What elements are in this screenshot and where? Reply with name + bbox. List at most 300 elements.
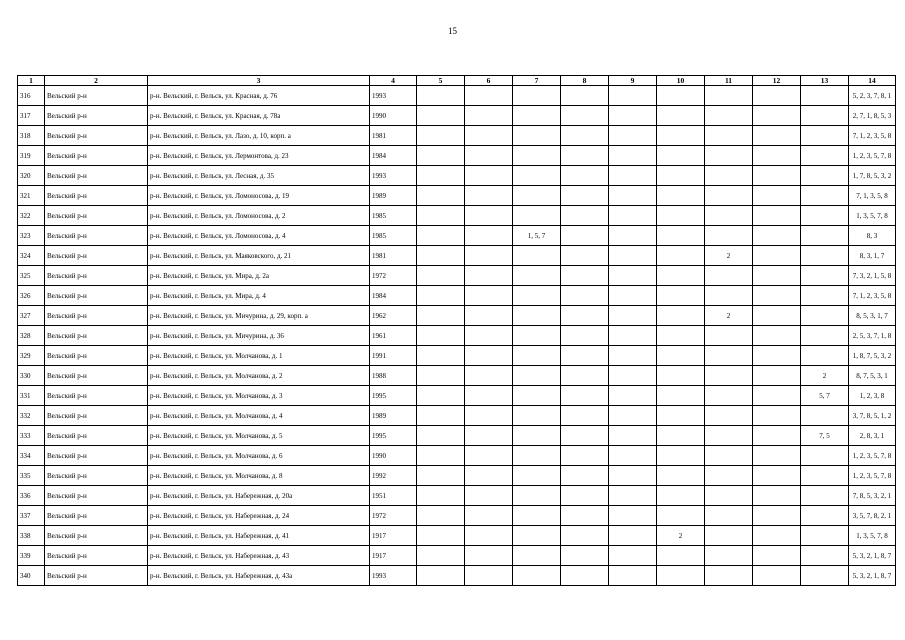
column-6-cell	[465, 426, 513, 446]
district-cell: Вельский р-н	[45, 466, 148, 486]
column-10-cell	[657, 446, 705, 466]
column-10-cell	[657, 326, 705, 346]
column-5-cell	[417, 86, 465, 106]
table-row	[18, 106, 896, 126]
column-5-cell	[417, 386, 465, 406]
year-cell: 1989	[370, 406, 417, 426]
table-row	[18, 206, 896, 226]
column-11-cell	[705, 206, 753, 226]
district-cell: Вельский р-н	[45, 146, 148, 166]
column-9-cell	[609, 226, 657, 246]
column-9-cell	[609, 426, 657, 446]
column-8-cell	[561, 546, 609, 566]
year-cell: 1990	[370, 106, 417, 126]
column-12-cell	[753, 106, 801, 126]
column-14-cell: 8, 5, 3, 1, 7	[849, 306, 896, 326]
column-14-cell: 3, 5, 7, 8, 2, 1	[849, 506, 896, 526]
page-number: 15	[448, 26, 457, 36]
year-cell: 1991	[370, 346, 417, 366]
column-6-cell	[465, 486, 513, 506]
column-13-cell	[801, 286, 849, 306]
column-header-1: 1	[18, 76, 45, 86]
column-10-cell	[657, 226, 705, 246]
column-9-cell	[609, 466, 657, 486]
column-13-cell	[801, 306, 849, 326]
column-5-cell	[417, 106, 465, 126]
column-8-cell	[561, 526, 609, 546]
column-6-cell	[465, 206, 513, 226]
district-cell: Вельский р-н	[45, 266, 148, 286]
year-cell: 1972	[370, 266, 417, 286]
year-cell: 1984	[370, 146, 417, 166]
column-6-cell	[465, 546, 513, 566]
column-10-cell	[657, 126, 705, 146]
table-row	[18, 426, 896, 446]
column-header-2: 2	[45, 76, 148, 86]
column-8-cell	[561, 86, 609, 106]
column-12-cell	[753, 486, 801, 506]
column-12-cell	[753, 86, 801, 106]
column-10-cell	[657, 546, 705, 566]
table-row	[18, 366, 896, 386]
column-8-cell	[561, 326, 609, 346]
column-6-cell	[465, 446, 513, 466]
column-12-cell	[753, 566, 801, 586]
year-cell: 1990	[370, 446, 417, 466]
table-row	[18, 446, 896, 466]
column-11-cell	[705, 326, 753, 346]
column-8-cell	[561, 406, 609, 426]
address-cell: р-н. Вельский, г. Вельск, ул. Мичурина, д. 29, корп. а	[148, 306, 370, 326]
column-5-cell	[417, 146, 465, 166]
column-header-5: 5	[417, 76, 465, 86]
address-cell: р-н. Вельский, г. Вельск, ул. Молчанова, д. 2	[148, 366, 370, 386]
column-13-cell	[801, 146, 849, 166]
row-number: 332	[18, 406, 45, 426]
column-6-cell	[465, 226, 513, 246]
column-5-cell	[417, 206, 465, 226]
column-11-cell	[705, 406, 753, 426]
table-row	[18, 226, 896, 246]
column-14-cell: 5, 2, 3, 7, 8, 1	[849, 86, 896, 106]
district-cell: Вельский р-н	[45, 546, 148, 566]
column-7-cell	[513, 206, 561, 226]
column-8-cell	[561, 126, 609, 146]
column-7-cell	[513, 126, 561, 146]
column-11-cell	[705, 286, 753, 306]
column-8-cell	[561, 426, 609, 446]
year-cell: 1984	[370, 286, 417, 306]
column-6-cell	[465, 166, 513, 186]
column-7-cell	[513, 86, 561, 106]
district-cell: Вельский р-н	[45, 506, 148, 526]
table-row	[18, 306, 896, 326]
column-6-cell	[465, 86, 513, 106]
table-row	[18, 326, 896, 346]
column-5-cell	[417, 566, 465, 586]
row-number: 340	[18, 566, 45, 586]
column-5-cell	[417, 486, 465, 506]
district-cell: Вельский р-н	[45, 386, 148, 406]
column-12-cell	[753, 326, 801, 346]
column-12-cell	[753, 546, 801, 566]
table-row	[18, 546, 896, 566]
district-cell: Вельский р-н	[45, 166, 148, 186]
column-10-cell	[657, 146, 705, 166]
column-13-cell	[801, 466, 849, 486]
column-14-cell: 8, 7, 5, 3, 1	[849, 366, 896, 386]
column-12-cell	[753, 386, 801, 406]
column-7-cell	[513, 346, 561, 366]
column-11-cell	[705, 506, 753, 526]
address-cell: р-н. Вельский, г. Вельск, ул. Молчанова, д. 4	[148, 406, 370, 426]
column-14-cell: 2, 8, 3, 1	[849, 426, 896, 446]
column-6-cell	[465, 306, 513, 326]
column-5-cell	[417, 506, 465, 526]
column-10-cell	[657, 346, 705, 366]
column-12-cell	[753, 526, 801, 546]
column-8-cell	[561, 226, 609, 246]
address-cell: р-н. Вельский, г. Вельск, ул. Мира, д. 2а	[148, 266, 370, 286]
address-cell: р-н. Вельский, г. Вельск, ул. Мичурина, д. 36	[148, 326, 370, 346]
column-10-cell: 2	[657, 526, 705, 546]
column-14-cell: 7, 8, 5, 3, 2, 1	[849, 486, 896, 506]
column-10-cell	[657, 406, 705, 426]
address-cell: р-н. Вельский, г. Вельск, ул. Ломоносова, д. 19	[148, 186, 370, 206]
column-10-cell	[657, 426, 705, 446]
district-cell: Вельский р-н	[45, 86, 148, 106]
column-7-cell	[513, 426, 561, 446]
column-11-cell	[705, 466, 753, 486]
table-row	[18, 126, 896, 146]
row-number: 318	[18, 126, 45, 146]
column-11-cell	[705, 446, 753, 466]
column-5-cell	[417, 166, 465, 186]
column-7-cell	[513, 286, 561, 306]
row-number: 334	[18, 446, 45, 466]
table-body	[18, 86, 896, 586]
column-7-cell	[513, 546, 561, 566]
column-7-cell	[513, 326, 561, 346]
table-row	[18, 506, 896, 526]
column-5-cell	[417, 466, 465, 486]
column-6-cell	[465, 406, 513, 426]
column-11-cell	[705, 166, 753, 186]
column-10-cell	[657, 246, 705, 266]
address-cell: р-н. Вельский, г. Вельск, ул. Набережная, д. 20а	[148, 486, 370, 506]
column-12-cell	[753, 246, 801, 266]
column-9-cell	[609, 86, 657, 106]
row-number: 338	[18, 526, 45, 546]
district-cell: Вельский р-н	[45, 206, 148, 226]
year-cell: 1972	[370, 506, 417, 526]
column-9-cell	[609, 386, 657, 406]
column-10-cell	[657, 466, 705, 486]
column-13-cell	[801, 206, 849, 226]
column-5-cell	[417, 366, 465, 386]
housing-registry-table	[17, 75, 896, 586]
column-7-cell	[513, 366, 561, 386]
column-12-cell	[753, 166, 801, 186]
row-number: 317	[18, 106, 45, 126]
column-13-cell	[801, 326, 849, 346]
column-11-cell	[705, 266, 753, 286]
column-header-8: 8	[561, 76, 609, 86]
address-cell: р-н. Вельский, г. Вельск, ул. Лермонтова, д. 23	[148, 146, 370, 166]
column-header-11: 11	[705, 76, 753, 86]
column-6-cell	[465, 146, 513, 166]
year-cell: 1961	[370, 326, 417, 346]
column-11-cell	[705, 226, 753, 246]
column-11-cell	[705, 546, 753, 566]
column-12-cell	[753, 306, 801, 326]
column-14-cell: 8, 3, 1, 7	[849, 246, 896, 266]
row-number: 336	[18, 486, 45, 506]
column-12-cell	[753, 366, 801, 386]
column-10-cell	[657, 566, 705, 586]
address-cell: р-н. Вельский, г. Вельск, ул. Лазо, д. 10, корп. а	[148, 126, 370, 146]
column-9-cell	[609, 246, 657, 266]
table-row	[18, 246, 896, 266]
column-header-9: 9	[609, 76, 657, 86]
column-8-cell	[561, 246, 609, 266]
district-cell: Вельский р-н	[45, 426, 148, 446]
year-cell: 1989	[370, 186, 417, 206]
column-9-cell	[609, 126, 657, 146]
column-8-cell	[561, 206, 609, 226]
column-7-cell	[513, 106, 561, 126]
year-cell: 1981	[370, 246, 417, 266]
table-row	[18, 86, 896, 106]
address-cell: р-н. Вельский, г. Вельск, ул. Молчанова, д. 6	[148, 446, 370, 466]
column-10-cell	[657, 266, 705, 286]
column-8-cell	[561, 386, 609, 406]
column-11-cell	[705, 526, 753, 546]
column-8-cell	[561, 306, 609, 326]
column-14-cell: 5, 3, 2, 1, 8, 7	[849, 566, 896, 586]
column-10-cell	[657, 506, 705, 526]
column-5-cell	[417, 546, 465, 566]
address-cell: р-н. Вельский, г. Вельск, ул. Набережная, д. 24	[148, 506, 370, 526]
column-12-cell	[753, 226, 801, 246]
column-6-cell	[465, 386, 513, 406]
year-cell: 1995	[370, 426, 417, 446]
row-number: 320	[18, 166, 45, 186]
column-13-cell	[801, 186, 849, 206]
address-cell: р-н. Вельский, г. Вельск, ул. Красная, д. 78а	[148, 106, 370, 126]
column-7-cell	[513, 466, 561, 486]
column-5-cell	[417, 126, 465, 146]
column-13-cell	[801, 246, 849, 266]
address-cell: р-н. Вельский, г. Вельск, ул. Набережная, д. 41	[148, 526, 370, 546]
column-7-cell	[513, 566, 561, 586]
column-header-10: 10	[657, 76, 705, 86]
column-11-cell	[705, 386, 753, 406]
column-12-cell	[753, 346, 801, 366]
column-5-cell	[417, 306, 465, 326]
column-13-cell	[801, 166, 849, 186]
column-9-cell	[609, 326, 657, 346]
table-row	[18, 386, 896, 406]
column-9-cell	[609, 526, 657, 546]
column-10-cell	[657, 86, 705, 106]
table-row	[18, 186, 896, 206]
district-cell: Вельский р-н	[45, 246, 148, 266]
year-cell: 1993	[370, 566, 417, 586]
column-13-cell	[801, 266, 849, 286]
column-5-cell	[417, 526, 465, 546]
column-7-cell	[513, 186, 561, 206]
column-5-cell	[417, 346, 465, 366]
address-cell: р-н. Вельский, г. Вельск, ул. Ломоносова, д. 2	[148, 206, 370, 226]
column-14-cell: 1, 8, 7, 5, 3, 2	[849, 346, 896, 366]
column-14-cell: 1, 3, 5, 7, 8	[849, 526, 896, 546]
column-12-cell	[753, 286, 801, 306]
column-12-cell	[753, 406, 801, 426]
column-13-cell	[801, 126, 849, 146]
column-11-cell	[705, 106, 753, 126]
column-10-cell	[657, 286, 705, 306]
column-14-cell: 7, 1, 3, 5, 8	[849, 186, 896, 206]
year-cell: 1981	[370, 126, 417, 146]
district-cell: Вельский р-н	[45, 446, 148, 466]
column-11-cell: 2	[705, 306, 753, 326]
column-7-cell	[513, 406, 561, 426]
column-10-cell	[657, 106, 705, 126]
column-5-cell	[417, 286, 465, 306]
address-cell: р-н. Вельский, г. Вельск, ул. Молчанова, д. 3	[148, 386, 370, 406]
row-number: 325	[18, 266, 45, 286]
year-cell: 1951	[370, 486, 417, 506]
column-6-cell	[465, 106, 513, 126]
column-8-cell	[561, 466, 609, 486]
column-6-cell	[465, 526, 513, 546]
table-row	[18, 466, 896, 486]
table-header-row	[18, 76, 896, 86]
column-10-cell	[657, 386, 705, 406]
column-14-cell: 3, 7, 8, 5, 1, 2	[849, 406, 896, 426]
row-number: 339	[18, 546, 45, 566]
column-12-cell	[753, 266, 801, 286]
column-12-cell	[753, 506, 801, 526]
row-number: 330	[18, 366, 45, 386]
column-9-cell	[609, 266, 657, 286]
column-9-cell	[609, 306, 657, 326]
district-cell: Вельский р-н	[45, 346, 148, 366]
column-5-cell	[417, 406, 465, 426]
column-11-cell	[705, 366, 753, 386]
table-row	[18, 166, 896, 186]
column-13-cell	[801, 546, 849, 566]
column-8-cell	[561, 106, 609, 126]
column-7-cell: 1, 5, 7	[513, 226, 561, 246]
address-cell: р-н. Вельский, г. Вельск, ул. Молчанова, д. 5	[148, 426, 370, 446]
table-row	[18, 286, 896, 306]
table-row	[18, 526, 896, 546]
row-number: 324	[18, 246, 45, 266]
column-6-cell	[465, 286, 513, 306]
address-cell: р-н. Вельский, г. Вельск, ул. Красная, д. 76	[148, 86, 370, 106]
year-cell: 1993	[370, 86, 417, 106]
column-14-cell: 7, 1, 2, 3, 5, 8	[849, 126, 896, 146]
column-10-cell	[657, 366, 705, 386]
year-cell: 1995	[370, 386, 417, 406]
column-14-cell: 1, 2, 3, 5, 7, 8	[849, 466, 896, 486]
row-number: 316	[18, 86, 45, 106]
column-9-cell	[609, 146, 657, 166]
column-8-cell	[561, 346, 609, 366]
column-header-12: 12	[753, 76, 801, 86]
column-14-cell: 1, 2, 3, 8	[849, 386, 896, 406]
column-9-cell	[609, 546, 657, 566]
column-14-cell: 1, 2, 3, 5, 7, 8	[849, 146, 896, 166]
district-cell: Вельский р-н	[45, 106, 148, 126]
address-cell: р-н. Вельский, г. Вельск, ул. Маяковского, д. 21	[148, 246, 370, 266]
row-number: 328	[18, 326, 45, 346]
row-number: 331	[18, 386, 45, 406]
column-11-cell	[705, 126, 753, 146]
column-7-cell	[513, 526, 561, 546]
row-number: 326	[18, 286, 45, 306]
column-5-cell	[417, 246, 465, 266]
column-6-cell	[465, 566, 513, 586]
column-6-cell	[465, 246, 513, 266]
column-header-6: 6	[465, 76, 513, 86]
year-cell: 1985	[370, 206, 417, 226]
district-cell: Вельский р-н	[45, 326, 148, 346]
column-11-cell	[705, 86, 753, 106]
column-13-cell	[801, 106, 849, 126]
district-cell: Вельский р-н	[45, 226, 148, 246]
column-7-cell	[513, 506, 561, 526]
column-14-cell: 7, 1, 2, 3, 5, 8	[849, 286, 896, 306]
row-number: 321	[18, 186, 45, 206]
column-12-cell	[753, 186, 801, 206]
column-10-cell	[657, 486, 705, 506]
column-8-cell	[561, 506, 609, 526]
column-13-cell	[801, 486, 849, 506]
year-cell: 1917	[370, 546, 417, 566]
column-8-cell	[561, 186, 609, 206]
column-10-cell	[657, 306, 705, 326]
year-cell: 1962	[370, 306, 417, 326]
table-row	[18, 406, 896, 426]
column-5-cell	[417, 426, 465, 446]
address-cell: р-н. Вельский, г. Вельск, ул. Молчанова, д. 8	[148, 466, 370, 486]
column-9-cell	[609, 186, 657, 206]
column-14-cell: 1, 3, 5, 7, 8	[849, 206, 896, 226]
column-7-cell	[513, 306, 561, 326]
table-row	[18, 566, 896, 586]
column-11-cell	[705, 486, 753, 506]
table-row	[18, 486, 896, 506]
column-5-cell	[417, 326, 465, 346]
row-number: 319	[18, 146, 45, 166]
district-cell: Вельский р-н	[45, 566, 148, 586]
column-11-cell	[705, 346, 753, 366]
column-12-cell	[753, 206, 801, 226]
column-9-cell	[609, 166, 657, 186]
year-cell: 1917	[370, 526, 417, 546]
column-13-cell	[801, 446, 849, 466]
column-5-cell	[417, 186, 465, 206]
column-9-cell	[609, 446, 657, 466]
address-cell: р-н. Вельский, г. Вельск, ул. Молчанова, д. 1	[148, 346, 370, 366]
column-5-cell	[417, 226, 465, 246]
address-cell: р-н. Вельский, г. Вельск, ул. Набережная, д. 43	[148, 546, 370, 566]
column-12-cell	[753, 126, 801, 146]
column-13-cell	[801, 506, 849, 526]
